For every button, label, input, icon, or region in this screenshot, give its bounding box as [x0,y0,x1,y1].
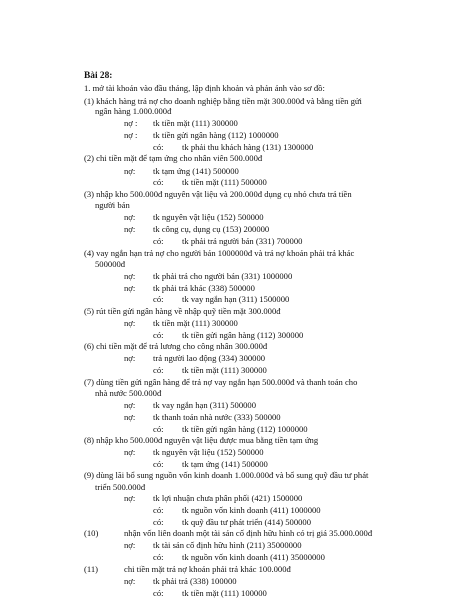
text-line: nợ: [124,540,136,550]
text-line: nợ: [124,271,136,281]
text-line: (7) dùng tiền gửi ngân hàng để trả nợ vay ngắn hạn 500.000đ và thanh toán cho [84,377,358,387]
text-line: có: [153,505,164,515]
text-line: nợ: [124,224,136,234]
text-line: (4) vay ngắn hạn trả nợ cho người bán 1000000đ và trả nợ khoản phải trả khác [84,248,355,258]
text-line: (9) dùng lãi bổ sung nguồn vốn kinh doanh 1.000.000đ và bổ sung quỹ đầu tư phát [84,470,369,480]
text-line: tk nguồn vốn kinh doanh (411) 1000000 [182,505,321,515]
text-line: nợ: [124,212,136,222]
text-line: có: [153,517,164,527]
text-line: nợ: [124,283,136,293]
text-line: tk phải trả khác (338) 500000 [153,283,255,293]
text-line: nợ: [124,400,136,410]
exercise-title: Bài 28: [84,71,113,81]
text-line: tk vay ngắn hạn (311) 1500000 [182,294,290,304]
text-line: (1) khách hàng trả nợ cho doanh nghiệp bằng tiền mặt 300.000đ và bằng tiền gửi [84,96,362,106]
text-line: tk phải thu khách hàng (131) 1300000 [182,142,314,152]
text-line: có: [153,142,164,152]
text-line: tk phải trả người bán (331) 700000 [182,236,303,246]
text-line: (8) nhập kho 500.000đ nguyên vật liệu được mua bằng tiền tạm ứng [84,435,319,445]
text-line: nợ: [124,412,136,422]
text-line: (11) [84,564,98,574]
text-line: có: [153,552,164,562]
text-line: tk tiền mặt (111) 300000 [153,318,238,328]
text-line: triển 500.000đ [95,482,146,492]
text-line: tk công cụ, dụng cụ (153) 200000 [153,224,270,234]
text-line: tk tiền gửi ngân hàng (112) 300000 [182,330,304,340]
text-line: nợ : [124,130,138,140]
text-line: có: [153,365,164,375]
text-line: 1. mở tài khoản vào đầu tháng, lập định khoản và phản ánh vào sơ đồ: [84,83,325,93]
text-line: nợ: [124,353,136,363]
text-line: tk phải trả (338) 100000 [153,576,237,586]
text-line: tk nguyên vật liệu (152) 500000 [153,212,264,222]
text-line: (6) chi tiền mặt để trả lương cho công nhân 300.000đ [84,341,268,351]
text-line: có: [153,588,164,598]
text-line: tk tạm ứng (141) 500000 [182,459,268,469]
text-line: tk thanh toán nhà nước (333) 500000 [153,412,281,422]
text-line: có: [153,236,164,246]
text-line: tk tiền mặt (111) 300000 [182,365,267,375]
text-line: có: [153,459,164,469]
text-line: tk tiền gửi ngân hàng (112) 1000000 [153,130,279,140]
text-line: nhận vốn liên doanh một tài sản cố định hữu hình có trị giá 35.000.000đ [124,528,373,538]
text-line: tk quỹ đầu tư phát triển (414) 500000 [182,517,312,527]
text-line: có: [153,177,164,187]
text-line: tk nguồn vốn kinh doanh (411) 35000000 [182,552,325,562]
text-line: nợ : [124,118,138,128]
text-line: (10) [84,528,99,538]
text-line: (3) nhập kho 500.000đ nguyên vật liệu và 200.000đ dụng cụ nhỏ chưa trả tiền [84,189,352,199]
text-line: nợ: [124,493,136,503]
text-line: tk tiền mặt (111) 100000 [182,588,267,598]
text-line: trả người lao động (334) 300000 [153,353,266,363]
text-line: có: [153,294,164,304]
text-line: tk tiền gửi ngân hàng (112) 1000000 [182,424,308,434]
text-line: nợ: [124,447,136,457]
text-line: nợ: [124,166,136,176]
text-line: nợ: [124,576,136,586]
text-line: người bán [95,200,130,210]
text-line: tk vay ngắn hạn (311) 500000 [153,400,257,410]
text-line: tk tài sản cố định hữu hình (211) 35000000 [153,540,302,550]
text-line: tk nguyên vật liệu (152) 500000 [153,447,264,457]
text-line: tk tiền mặt (111) 300000 [153,118,238,128]
text-line: 500000đ [95,259,126,269]
text-line: tk lợi nhuận chưa phân phối (421) 1500000 [153,493,303,503]
text-line: ngân hàng 1.000.000đ [95,106,172,116]
text-line: có: [153,424,164,434]
text-line: tk phải trả cho người bán (331) 1000000 [153,271,293,281]
text-line: (5) rút tiền gửi ngân hàng về nhập quỹ tiền mặt 300.000đ [84,306,281,316]
text-line: nợ: [124,318,136,328]
text-line: chi tiền mặt trả nợ khoản phải trả khác 100.000đ [124,564,291,574]
text-line: (2) chi tiền mặt để tạm ứng cho nhân viên 500.000đ [84,153,263,163]
text-line: tk tạm ứng (141) 500000 [153,166,239,176]
text-line: tk tiền mặt (111) 500000 [182,177,267,187]
text-line: có: [153,330,164,340]
text-line: nhà nước 500.000đ [95,388,162,398]
